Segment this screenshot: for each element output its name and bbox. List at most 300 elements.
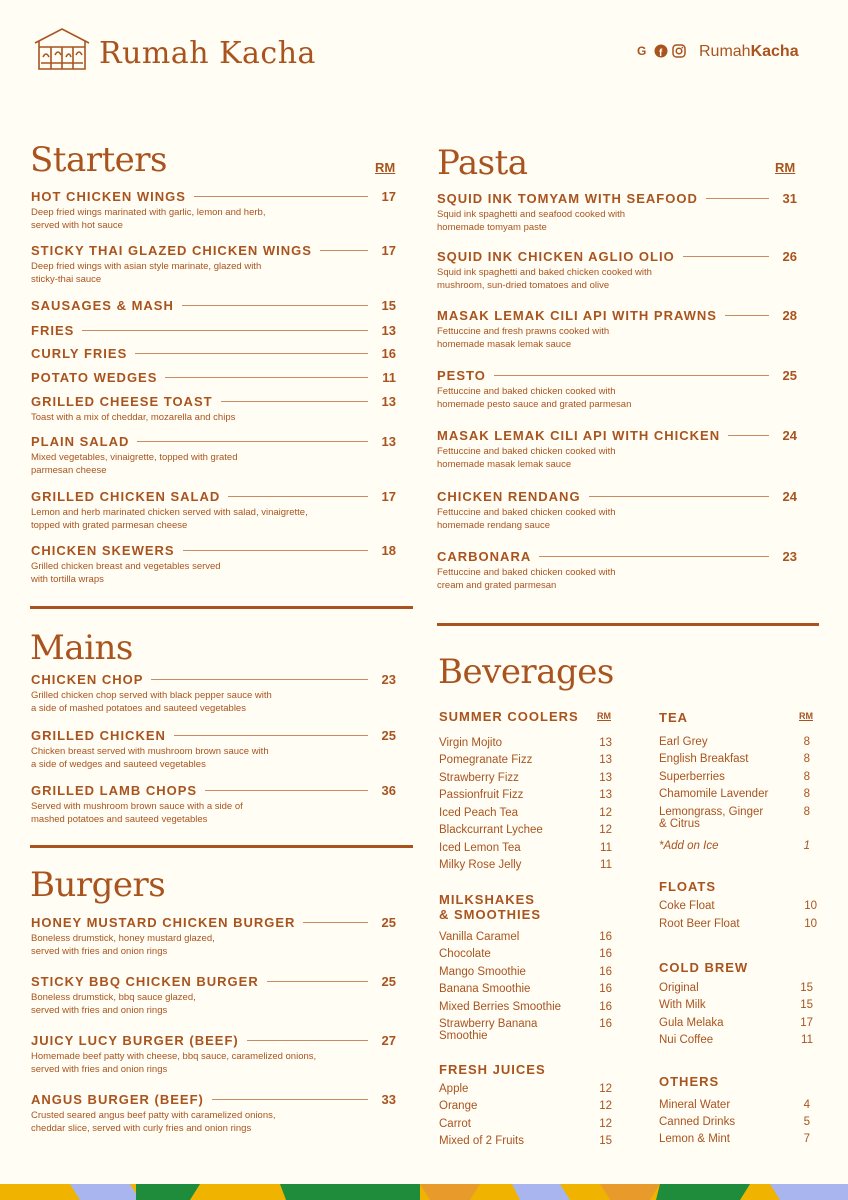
drink-name [439, 931, 519, 943]
drink-price: 8 [803, 788, 810, 800]
menu-item-description [31, 561, 396, 586]
leader-line [706, 198, 769, 199]
menu-item-row [437, 489, 797, 504]
menu-item [437, 368, 797, 411]
drink-name [659, 788, 768, 800]
drink-name [439, 966, 526, 978]
menu-item [437, 249, 797, 292]
menu-item [31, 323, 396, 338]
drink-name-line: Strawberry Banana [439, 1018, 538, 1030]
description-line: Deep fried wings marinated with garlic, lemon and herb, [31, 207, 266, 218]
mains-title: Mains [30, 628, 133, 668]
menu-item [437, 489, 797, 532]
pasta-divider [437, 623, 819, 626]
leader-line [151, 679, 368, 680]
drink-name [439, 737, 502, 749]
menu-item-name: HOT CHICKEN WINGS [31, 189, 186, 204]
drink-name [659, 1133, 730, 1145]
milkshakes-heading-line2: & SMOOTHIES [439, 907, 542, 922]
drink-name [439, 1118, 471, 1130]
drink-price: 12 [599, 1118, 612, 1130]
brand-handle [699, 43, 799, 61]
leader-line [303, 922, 368, 923]
drink-name-line: Earl Grey [659, 736, 708, 748]
menu-item-description [31, 207, 396, 232]
drink-name-line: Iced Lemon Tea [439, 842, 521, 854]
drink-name-line: Lemongrass, Ginger [659, 806, 764, 818]
menu-item-price: 24 [782, 428, 797, 443]
menu-item-row [31, 1092, 396, 1107]
menu-item [437, 428, 797, 471]
description-line: topped with grated parmesan cheese [31, 519, 188, 531]
social-links [636, 44, 686, 58]
description-line: homemade rendang sauce [437, 519, 551, 531]
drink-name-line: Root Beer Float [659, 918, 740, 930]
menu-item-price: 17 [381, 489, 396, 504]
brand-handle-prefix: Rumah [699, 43, 751, 60]
menu-item-description [437, 267, 797, 292]
drink-price: 16 [599, 948, 612, 960]
description-line: homemade masak lemak sauce [437, 458, 572, 470]
menu-item-row [31, 728, 396, 743]
menu-item-price: 28 [782, 308, 797, 323]
menu-item [437, 191, 797, 234]
menu-item-description [31, 933, 396, 958]
drink-name-line: Chocolate [439, 948, 491, 960]
menu-item-row [31, 672, 396, 687]
drink-name [659, 999, 706, 1011]
drink-name-line: Blackcurrant Lychee [439, 824, 543, 836]
description-line: Served with mushroom brown sauce with a side of [31, 801, 243, 812]
drink-name-line: Nui Coffee [659, 1034, 714, 1046]
summer-coolers-heading: SUMMER COOLERS [439, 709, 579, 724]
drink-price: 16 [599, 1001, 612, 1013]
drink-name-line: Iced Peach Tea [439, 807, 519, 819]
menu-item-description [31, 507, 396, 532]
drink-name-line: Chamomile Lavender [659, 788, 769, 800]
menu-item-description [437, 326, 797, 351]
drink-price: 15 [800, 999, 813, 1011]
menu-item-row [437, 191, 797, 206]
leader-line [728, 435, 769, 436]
leader-line [589, 496, 769, 497]
drink-name-line: Original [659, 982, 699, 994]
menu-item-name: CHICKEN CHOP [31, 672, 144, 687]
drink-name [659, 771, 725, 783]
leader-line [228, 496, 368, 497]
menu-item-row [31, 346, 396, 361]
drink-price: 8 [803, 771, 810, 783]
menu-item-row [437, 249, 797, 264]
starters-currency: RM [375, 160, 396, 175]
description-line: with tortilla wraps [31, 573, 104, 585]
tea-heading: TEA [659, 710, 688, 725]
drink-name-line: Banana Smoothie [439, 983, 531, 995]
drink-price: 15 [599, 1135, 612, 1147]
menu-item [31, 346, 396, 361]
drink-name-line: Smoothie [439, 1030, 488, 1042]
menu-item-price: 25 [381, 915, 396, 930]
drink-name [439, 754, 532, 766]
description-line: homemade pesto sauce and grated parmesan [437, 398, 632, 410]
drink-price: 13 [599, 754, 612, 766]
leader-line [165, 377, 368, 378]
menu-item-price: 11 [382, 370, 396, 385]
menu-item-name: GRILLED CHICKEN SALAD [31, 489, 221, 504]
menu-item [31, 243, 396, 286]
menu-item-name: CHICKEN RENDANG [437, 489, 581, 504]
menu-item [31, 1033, 396, 1076]
menu-item-description [31, 261, 396, 286]
description-line: Mixed vegetables, vinaigrette, topped with grated [31, 452, 238, 463]
drink-price: 16 [599, 966, 612, 978]
drink-name [439, 789, 523, 801]
drink-name [439, 948, 491, 960]
description-line: served with fries and onion rings [31, 1063, 168, 1075]
menu-item-price: 18 [381, 543, 396, 558]
description-line: homemade masak lemak sauce [437, 338, 572, 350]
drink-name-line: & Citrus [659, 818, 700, 830]
drink-name [439, 1083, 468, 1095]
drink-price: 11 [600, 859, 612, 871]
menu-item-row [437, 428, 797, 443]
menu-item-row [31, 974, 396, 989]
menu-item-price: 26 [782, 249, 797, 264]
menu-item [31, 974, 396, 1017]
drink-name [659, 1116, 735, 1128]
drink-name-line: Carrot [439, 1118, 471, 1130]
menu-item-name: FRIES [31, 323, 75, 338]
menu-item-name: CARBONARA [437, 549, 532, 564]
menu-item-price: 36 [381, 783, 396, 798]
description-line: Squid ink spaghetti and baked chicken cooked with [437, 267, 652, 278]
menu-item-name: SQUID INK CHICKEN AGLIO OLIO [437, 249, 675, 264]
menu-item [31, 728, 396, 771]
menu-item-description [437, 446, 797, 471]
milkshakes-heading [439, 892, 541, 922]
drink-name-line: Strawberry Fizz [439, 772, 519, 784]
description-line: Fettuccine and fresh prawns cooked with [437, 326, 610, 337]
menu-item-name: ANGUS BURGER (BEEF) [31, 1092, 204, 1107]
menu-item-name: GRILLED LAMB CHOPS [31, 783, 198, 798]
menu-item [31, 189, 396, 232]
house-logo-icon [33, 27, 91, 71]
drink-name-line: Virgin Mojito [439, 737, 503, 749]
drink-name [439, 1100, 477, 1112]
pasta-currency: RM [775, 160, 796, 175]
brand-handle-bold: Kacha [750, 43, 799, 60]
leader-line [82, 330, 368, 331]
description-line: Fettuccine and baked chicken cooked with [437, 567, 616, 578]
drink-name [659, 982, 699, 994]
description-line: a side of mashed potatoes and sauteed vegetables [31, 702, 246, 714]
drink-name-line: Gula Melaka [659, 1017, 724, 1029]
drink-name-line: Canned Drinks [659, 1116, 736, 1128]
menu-item-price: 17 [381, 189, 396, 204]
menu-item-description [437, 386, 797, 411]
menu-item-price: 25 [782, 368, 797, 383]
menu-item-price: 31 [782, 191, 797, 206]
menu-item-name: JUICY LUCY BURGER (BEEF) [31, 1033, 239, 1048]
drink-name-line: Coke Float [659, 900, 715, 912]
menu-item-name: SAUSAGES & MASH [31, 298, 174, 313]
drink-name-line: Mango Smoothie [439, 966, 526, 978]
drink-price: 10 [804, 900, 817, 912]
leader-line [725, 315, 769, 316]
menu-item-description [31, 1110, 396, 1135]
menu-item-row [31, 370, 396, 385]
burgers-title: Burgers [30, 865, 166, 905]
footer-pattern [0, 1184, 848, 1200]
leader-line [539, 556, 769, 557]
drink-name [439, 807, 518, 819]
description-line: Grilled chicken chop served with black pepper sauce with [31, 690, 272, 701]
menu-item-name: PLAIN SALAD [31, 434, 130, 449]
summer-coolers-currency: RM [597, 711, 611, 721]
drink-name-line: English Breakfast [659, 753, 749, 765]
menu-item-row [31, 434, 396, 449]
description-line: Toast with a mix of cheddar, mozarella and chips [31, 412, 236, 423]
menu-item [31, 434, 396, 477]
description-line: Fettuccine and baked chicken cooked with [437, 386, 616, 397]
menu-item [31, 915, 396, 958]
description-line: Chicken breast served with mushroom brown sauce with [31, 746, 269, 757]
drink-name [659, 1099, 730, 1111]
drink-price: 8 [803, 736, 810, 748]
menu-item-price: 23 [381, 672, 396, 687]
menu-item-price: 13 [381, 394, 396, 409]
menu-item-name: MASAK LEMAK CILI API WITH CHICKEN [437, 428, 721, 443]
menu-item [31, 1092, 396, 1135]
menu-item-description [31, 412, 396, 425]
drink-price: 8 [803, 753, 810, 765]
description-line: cream and grated parmesan [437, 579, 557, 591]
description-line: mushroom, sun-dried tomatoes and olive [437, 279, 610, 291]
description-line: Fettuccine and baked chicken cooked with [437, 446, 616, 457]
menu-item-price: 25 [381, 974, 396, 989]
drink-name-line: Apple [439, 1083, 469, 1095]
drink-name [659, 900, 715, 912]
instagram-icon[interactable] [672, 44, 686, 58]
mains-divider [30, 845, 413, 848]
drink-price: 4 [803, 1099, 810, 1111]
menu-item-price: 23 [782, 549, 797, 564]
menu-item [31, 298, 396, 313]
description-line: Fettuccine and baked chicken cooked with [437, 507, 616, 518]
menu-item [31, 370, 396, 385]
drink-price: 11 [600, 842, 612, 854]
menu-item-name: CHICKEN SKEWERS [31, 543, 175, 558]
starters-divider [30, 606, 413, 609]
menu-item-row [437, 308, 797, 323]
menu-item [31, 543, 396, 586]
drink-price: 13 [599, 737, 612, 749]
menu-item [437, 549, 797, 592]
starters-title: Starters [30, 140, 167, 180]
menu-item-row [31, 543, 396, 558]
menu-item-row [31, 394, 396, 409]
drink-name-line: Passionfruit Fizz [439, 789, 524, 801]
drink-name [659, 806, 763, 830]
drink-price: 13 [599, 789, 612, 801]
leader-line [494, 375, 769, 376]
drink-price: 16 [599, 983, 612, 995]
description-line: sticky-thai sauce [31, 273, 102, 285]
menu-item-description [31, 690, 396, 715]
leader-line [137, 441, 368, 442]
fresh-juices-heading: FRESH JUICES [439, 1062, 546, 1077]
menu-item-price: 25 [381, 728, 396, 743]
menu-item-description [31, 992, 396, 1017]
drink-name-line: Mixed of 2 Fruits [439, 1135, 524, 1147]
menu-item-row [437, 549, 797, 564]
drink-price: 7 [803, 1133, 810, 1145]
cold-brew-heading: COLD BREW [659, 960, 749, 975]
menu-item-price: 13 [381, 323, 396, 338]
drink-name-line: Mixed Berries Smoothie [439, 1001, 562, 1013]
menu-item-name: STICKY THAI GLAZED CHICKEN WINGS [31, 243, 312, 258]
drink-name-line: Lemon & Mint [659, 1133, 730, 1145]
drink-name [659, 918, 740, 930]
drink-price: 5 [803, 1116, 810, 1128]
drink-price: 8 [803, 806, 810, 818]
drink-name-line: Vanilla Caramel [439, 931, 520, 943]
menu-item-row [31, 189, 396, 204]
description-line: Squid ink spaghetti and seafood cooked with [437, 209, 626, 220]
menu-item-price: 27 [381, 1033, 396, 1048]
drink-price: 15 [800, 982, 813, 994]
menu-item-name: SQUID INK TOMYAM WITH SEAFOOD [437, 191, 698, 206]
menu-item-row [31, 298, 396, 313]
leader-line [320, 250, 368, 251]
description-line: Homemade beef patty with cheese, bbq sauce, caramelized onions, [31, 1051, 317, 1062]
description-line: Lemon and herb marinated chicken served with salad, vinaigrette, [31, 507, 308, 518]
leader-line [212, 1099, 368, 1100]
milkshakes-heading-line1: MILKSHAKES [439, 892, 535, 907]
drink-name [439, 1018, 537, 1042]
menu-item-price: 24 [782, 489, 797, 504]
menu-item [31, 394, 396, 425]
tea-currency: RM [799, 711, 813, 721]
menu-item-description [31, 1051, 396, 1076]
drink-name-line: Orange [439, 1100, 478, 1112]
description-line: Boneless drumstick, bbq sauce glazed, [31, 992, 196, 1003]
menu-item-description [31, 452, 396, 477]
menu-item-price: 16 [381, 346, 396, 361]
leader-line [182, 305, 368, 306]
drink-name-line: Superberries [659, 771, 725, 783]
leader-line [174, 735, 368, 736]
description-line: cheddar slice, served with curly fries and onion rings [31, 1122, 252, 1134]
drink-name [439, 1001, 561, 1013]
leader-line [221, 401, 368, 402]
menu-item-price: 17 [381, 243, 396, 258]
menu-item-row [31, 783, 396, 798]
menu-item-price: 33 [381, 1092, 396, 1107]
drink-name [659, 1017, 724, 1029]
drink-name [439, 1135, 524, 1147]
menu-item-row [31, 323, 396, 338]
menu-item-name: PESTO [437, 368, 486, 383]
drink-price: 12 [599, 807, 612, 819]
beverages-title: Beverages [438, 652, 614, 692]
menu-item [31, 489, 396, 532]
addon-name: *Add on Ice [659, 840, 719, 852]
svg-text:G: G [637, 44, 647, 58]
leader-line [135, 353, 368, 354]
menu-item [437, 308, 797, 351]
menu-item [31, 783, 396, 826]
description-line: Boneless drumstick, honey mustard glazed, [31, 933, 215, 944]
drink-price: 12 [599, 1100, 612, 1112]
leader-line [183, 550, 368, 551]
drink-price: 16 [599, 1018, 612, 1030]
description-line: Deep fried wings with asian style marinate, glazed with [31, 261, 262, 272]
menu-item-name: GRILLED CHICKEN [31, 728, 166, 743]
menu-item-description [31, 801, 396, 826]
floats-heading: FLOATS [659, 879, 717, 894]
drink-name-line: With Milk [659, 999, 706, 1011]
description-line: Grilled chicken breast and vegetables served [31, 561, 221, 572]
drink-price: 17 [800, 1017, 813, 1029]
menu-item-row [31, 243, 396, 258]
menu-item-description [31, 746, 396, 771]
drink-name-line: Pomegranate Fizz [439, 754, 533, 766]
menu-item-name: CURLY FRIES [31, 346, 128, 361]
description-line: Crusted seared angus beef patty with caramelized onions, [31, 1110, 276, 1121]
description-line: a side of wedges and sauteed vegetables [31, 758, 206, 770]
google-icon[interactable] [636, 44, 650, 58]
pasta-title: Pasta [437, 143, 528, 183]
addon-price: 1 [803, 840, 810, 852]
drink-price: 11 [801, 1034, 813, 1046]
drink-name [659, 753, 749, 765]
drink-name-line: Mineral Water [659, 1099, 731, 1111]
leader-line [683, 256, 769, 257]
drink-price: 12 [599, 824, 612, 836]
others-heading: OTHERS [659, 1074, 720, 1089]
menu-item-description [437, 209, 797, 234]
drink-name [439, 824, 543, 836]
drink-name [439, 983, 530, 995]
description-line: mashed potatoes and sauteed vegetables [31, 813, 208, 825]
menu-item-row [437, 368, 797, 383]
description-line: served with fries and onion rings [31, 1004, 168, 1016]
description-line: served with fries and onion rings [31, 945, 168, 957]
menu-item-price: 13 [381, 434, 396, 449]
description-line: served with hot sauce [31, 219, 123, 231]
menu-item [31, 672, 396, 715]
menu-item-row [31, 489, 396, 504]
menu-item-row [31, 1033, 396, 1048]
drink-price: 13 [599, 772, 612, 784]
drink-name [439, 859, 521, 871]
menu-item-name: HONEY MUSTARD CHICKEN BURGER [31, 915, 296, 930]
facebook-icon[interactable] [654, 44, 668, 58]
leader-line [194, 196, 368, 197]
menu-item-name: STICKY BBQ CHICKEN BURGER [31, 974, 259, 989]
leader-line [247, 1040, 368, 1041]
menu-item-price: 15 [381, 298, 396, 313]
drink-price: 16 [599, 931, 612, 943]
drink-name [659, 1034, 713, 1046]
drink-name [439, 772, 519, 784]
brand-logo-text: Rumah Kacha [99, 36, 316, 71]
drink-price: 12 [599, 1083, 612, 1095]
menu-item-name: POTATO WEDGES [31, 370, 158, 385]
description-line: homemade tomyam paste [437, 221, 547, 233]
svg-text:f: f [659, 48, 663, 58]
